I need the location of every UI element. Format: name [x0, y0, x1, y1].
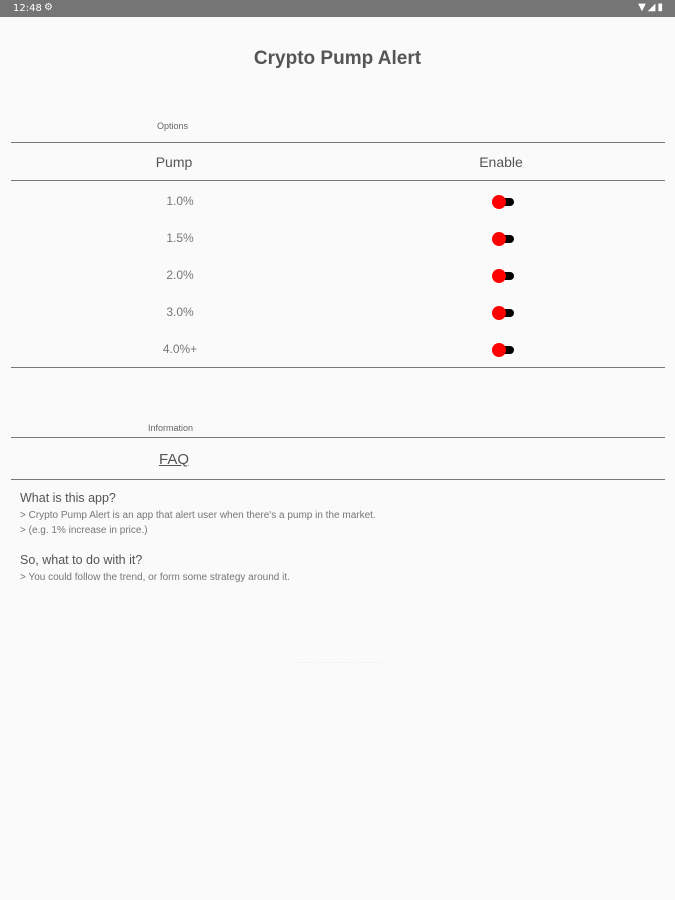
enable-toggle-5[interactable]	[492, 343, 516, 357]
pump-row-1	[0, 192, 675, 214]
faq-link[interactable]: FAQ	[158, 451, 189, 468]
toggle-thumb	[492, 195, 506, 209]
pump-row-3	[0, 266, 675, 288]
enable-toggle-4[interactable]	[492, 306, 516, 320]
faq-question: So, what to do with it?	[20, 553, 143, 567]
toggle-thumb	[492, 269, 506, 283]
divider	[11, 180, 665, 181]
pump-threshold-label: 3.0%	[166, 305, 194, 319]
pump-threshold-label: 1.5%	[166, 231, 194, 245]
status-bar	[0, 0, 675, 17]
disclaimer-text: · · · · · · · · · · · · · · · · · · · · · · · · · · · · · · · · · · · ·	[294, 660, 381, 665]
pump-threshold-label: 4.0%+	[162, 342, 198, 356]
divider	[11, 367, 665, 368]
options-section-label: Options	[157, 121, 189, 131]
faq-entry-todo	[20, 553, 650, 585]
divider	[11, 479, 665, 480]
faq-answer-line: > (e.g. 1% increase in price.)	[20, 525, 148, 536]
pump-row-5	[0, 340, 675, 362]
battery-icon: ▮	[657, 2, 665, 13]
faq-answer-line: > Crypto Pump Alert is an app that alert user when there's a pump in the market.	[20, 510, 376, 521]
divider	[11, 142, 665, 143]
pump-row-4	[0, 303, 675, 325]
gear-icon: ⚙	[44, 2, 53, 13]
faq-entry-what	[20, 491, 650, 538]
information-section-label: Information	[148, 423, 194, 433]
enable-toggle-1[interactable]	[492, 195, 516, 209]
pump-threshold-label: 1.0%	[166, 194, 194, 208]
faq-question: What is this app?	[20, 491, 116, 505]
column-header-pump: Pump	[155, 154, 193, 170]
enable-toggle-2[interactable]	[492, 232, 516, 246]
divider	[11, 437, 665, 438]
faq-answer-line: > You could follow the trend, or form some strategy around it.	[20, 572, 290, 583]
pump-row-2	[0, 229, 675, 251]
toggle-thumb	[492, 343, 506, 357]
toggle-thumb	[492, 232, 506, 246]
column-header-enable: Enable	[479, 154, 523, 170]
signal-icon: ◢	[647, 2, 658, 13]
wifi-icon: ▼	[638, 2, 648, 13]
status-icons	[638, 2, 665, 13]
toggle-thumb	[492, 306, 506, 320]
enable-toggle-3[interactable]	[492, 269, 516, 283]
pump-threshold-label: 2.0%	[166, 268, 194, 282]
page-title: Crypto Pump Alert	[253, 48, 422, 69]
status-time: 12:48	[13, 3, 42, 14]
